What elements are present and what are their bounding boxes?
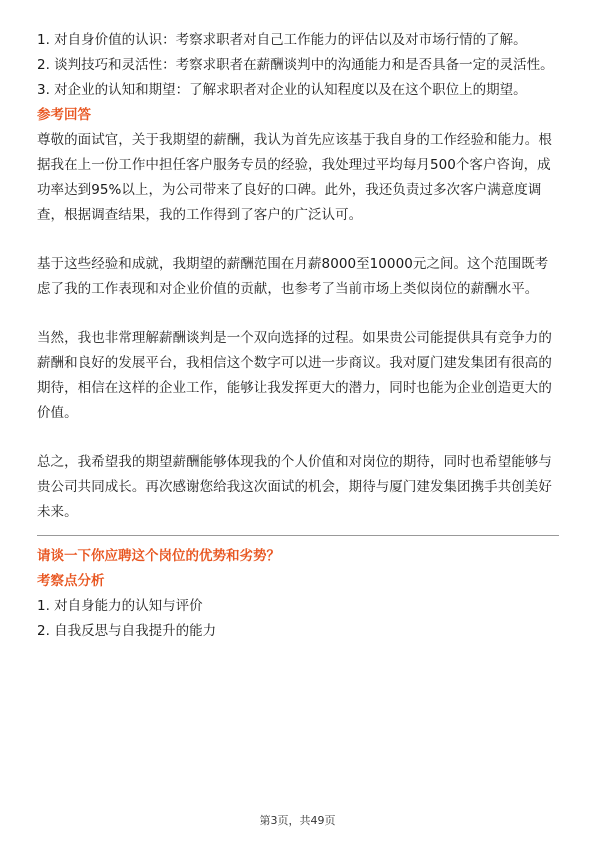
answer-paragraph-3: 当然，我也非常理解薪酬谈判是一个双向选择的过程。如果贵公司能提供具有竞争力的薪酬和良好的发展平台，我相信这个数字可以进一步商议。我对厦门建发集团有很高的期待，相信在这样的企业工作，能够让我发挥更大的潜力，同时也能为企业创造更大的价值。 xyxy=(37,330,552,421)
analysis-heading: 考察点分析 xyxy=(37,573,105,589)
answer-paragraph-1: 尊敬的面试官，关于我期望的薪酬，我认为首先应该基于我自身的工作经验和能力。根据我在上一份工作中担任客户服务专员的经验，我处理过平均每月500个客户咨询，成功率达到95%以上，为公司带来了良好的口碑。此外，我还负责过多次客户满意度调查，根据调查结果，我的工作得到了客户的广泛认可。 xyxy=(37,132,552,223)
paragraph-gap xyxy=(37,426,559,450)
assessment-point-3: 3. 对企业的认知和期望：了解求职者对企业的认知程度以及在这个职位上的期望。 xyxy=(37,82,527,98)
assessment-point-2: 2. 谈判技巧和灵活性：考察求职者在薪酬谈判中的沟通能力和是否具备一定的灵活性。 xyxy=(37,57,554,73)
answer-paragraph-2: 基于这些经验和成就，我期望的薪酬范围在月薪8000至10000元之间。这个范围既考虑了我的工作表现和对企业价值的贡献，也参考了当前市场上类似岗位的薪酬水平。 xyxy=(37,256,549,297)
paragraph-gap xyxy=(37,228,559,252)
paragraph-gap xyxy=(37,302,559,326)
assessment-point-1: 1. 对自身价值的认识：考察求职者对自己工作能力的评估以及对市场行情的了解。 xyxy=(37,32,527,48)
answer-paragraph-4: 总之，我希望我的期望薪酬能够体现我的个人价值和对岗位的期待，同时也希望能够与贵公司共同成长。再次感谢您给我这次面试的机会，期待与厦门建发集团携手共创美好未来。 xyxy=(37,454,552,520)
answer-heading: 参考回答 xyxy=(37,107,91,123)
section-divider xyxy=(37,535,559,536)
analysis-point-1: 1. 对自身能力的认知与评价 xyxy=(37,598,203,614)
document-page xyxy=(37,28,559,644)
page-number-footer: 第3页，共49页 xyxy=(259,814,336,827)
question-heading: 请谈一下你应聘这个岗位的优势和劣势？ xyxy=(37,548,280,564)
analysis-point-2: 2. 自我反思与自我提升的能力 xyxy=(37,623,217,639)
